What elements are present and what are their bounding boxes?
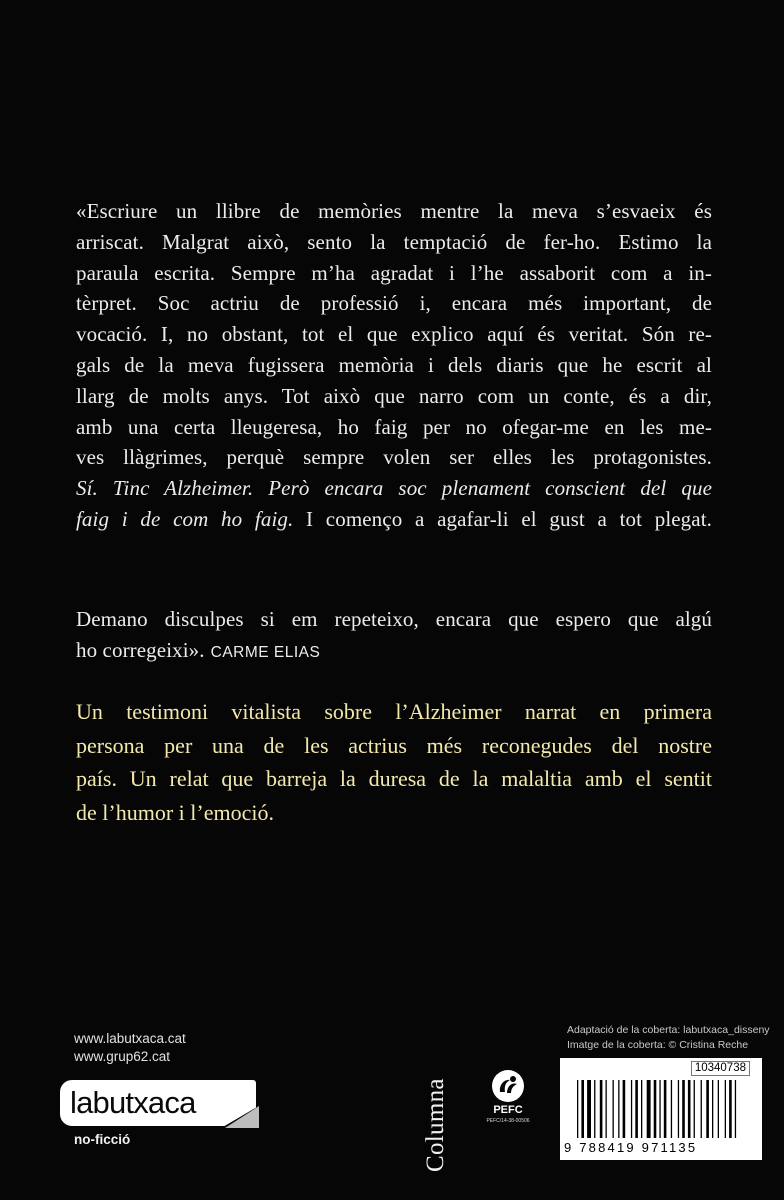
website-link[interactable]: www.labutxaca.cat — [74, 1031, 186, 1046]
pefc-logo — [486, 1070, 530, 1140]
quote-line: amb una certa lleugeresa, ho faig per no ofegar-me en les me- — [76, 414, 712, 439]
italic-text: Sí. Tinc Alzheimer. Però encara soc plenament conscient del que — [76, 476, 712, 501]
blurb-line: país. Un relat que barreja la duresa de la malaltia amb el sentit — [76, 766, 712, 791]
pefc-label: PEFC — [493, 1104, 523, 1116]
quote-line-italic — [76, 473, 712, 504]
quote-text: I començo a agafar-li el gust a tot plegat. — [293, 506, 712, 531]
quote-line: «Escriure un llibre de memòries mentre la meva s’esvaeix és — [76, 199, 712, 223]
genre-label: no-ficció — [74, 1132, 131, 1147]
quote-line: gals de la meva fugissera memòria i dels diaris que he escrit al — [76, 352, 712, 377]
quote-paragraph-2 — [76, 604, 712, 669]
quote-line: Demano disculpes si em repeteixo, encara que espero que algú — [76, 607, 712, 631]
product-code: 10340738 — [691, 1061, 750, 1076]
quote-line: tèrpret. Soc actriu de professió i, encara més important, de — [76, 291, 712, 316]
logo-text: labutxaca — [70, 1085, 196, 1120]
quote-line: llarg de molts anys. Tot això que narro com un conte, és a dir, — [76, 383, 712, 408]
isbn-number: 9 788419 971135 — [564, 1140, 698, 1155]
publisher-name: Columna — [422, 1078, 449, 1172]
blurb-line: persona per una de les actrius més reconegudes del nostre — [76, 732, 712, 758]
blurb-line: de l’humor i l’emoció. — [76, 799, 274, 825]
quote-paragraph — [76, 196, 712, 535]
quote-line — [76, 504, 712, 535]
barcode-bars-icon — [573, 1080, 751, 1140]
blurb-paragraph — [76, 695, 712, 829]
cover-credits — [567, 1023, 770, 1053]
website-link[interactable]: www.grup62.cat — [74, 1049, 171, 1064]
quote-line: vocació. I, no obstant, tot el que explico aquí és veritat. Són re- — [76, 322, 712, 347]
author-name: CARME ELIAS — [210, 643, 321, 661]
quote-line: arriscat. Malgrat això, sento la temptació de fer-ho. Estimo la — [76, 229, 712, 254]
barcode — [560, 1058, 762, 1160]
website-links — [74, 1030, 186, 1066]
quote-line: paraula escrita. Sempre m’ha agradat i l’he assaborit com a in- — [76, 260, 712, 285]
italic-text: faig i de com ho faig. — [76, 506, 294, 531]
credit-line: Imatge de la coberta: © Cristina Reche — [567, 1039, 749, 1051]
quote-text: ho corregeixi». — [76, 637, 205, 662]
quote-line: ves llàgrimes, perquè sempre volen ser elles les protagonistes. — [76, 445, 712, 470]
pefc-tree-icon — [492, 1070, 524, 1102]
credit-line: Adaptació de la coberta: labutxaca_disseny — [567, 1024, 770, 1036]
quote-line — [76, 635, 712, 669]
blurb-line: Un testimoni vitalista sobre l’Alzheimer narrat en primera — [76, 699, 712, 724]
pefc-code: PEFC/14-38-00506 — [486, 1118, 530, 1124]
